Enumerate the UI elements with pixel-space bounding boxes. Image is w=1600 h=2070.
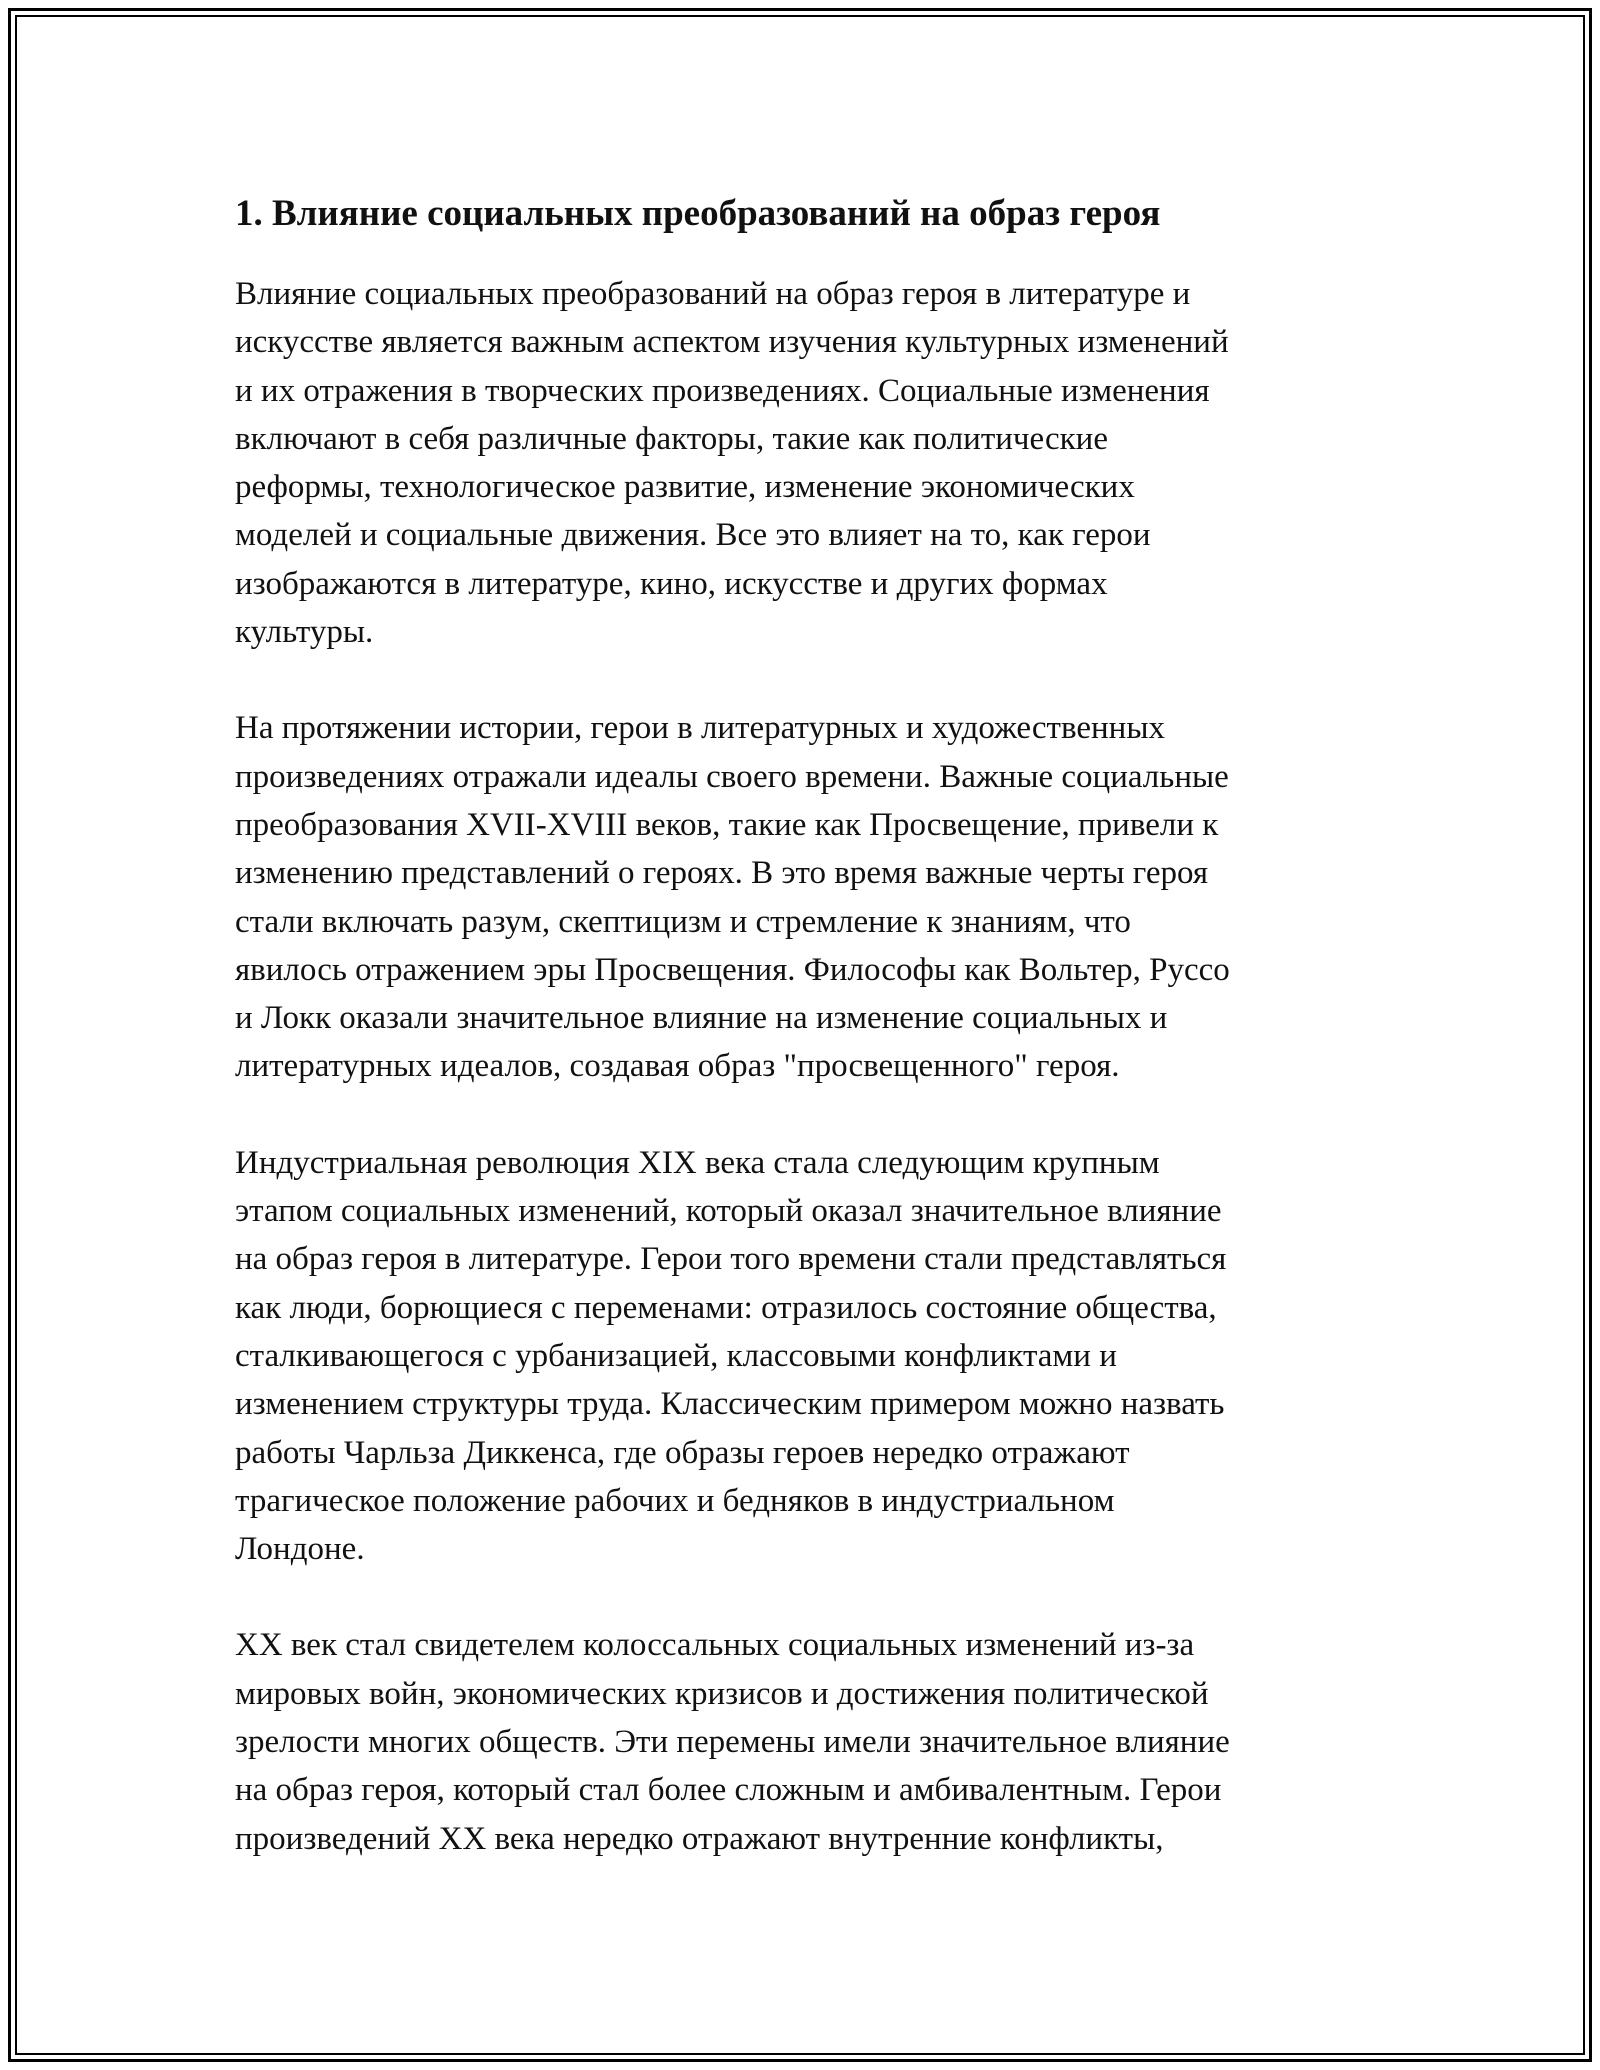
paragraph-2: На протяжении истории, герои в литературных и художественных произведениях отражали идеалы своего времени. Важные социальные преобразования XVII-XVIII веков, такие как Просвещение, привели к изменению представлений о героях. В это время важные черты героя стали включать разум, скептицизм и стремление к знаниям, что явилось отражением эры Просвещения. Философы как Вольтер, Руссо и Локк оказали значительное влияние на изменение социальных и литературных идеалов, создавая образ "просвещенного" героя.: [235, 710, 1230, 1085]
paragraph-4: XX век стал свидетелем колоссальных социальных изменений из-за мировых войн, экономических кризисов и достижения политической зрелости многих обществ. Эти перемены имели значительное влияние на образ героя, который стал более сложным и амбивалентным. Герои произведений XX века нередко отражают внутренние конфликты,: [235, 1627, 1230, 1857]
paragraph-1: Влияние социальных преобразований на образ героя в литературе и искусстве является важным аспектом изучения культурных изменений и их отражения в творческих произведениях. Социальные изменения включают в себя различные факторы, такие как политические реформы, технологическое развитие, изменение экономических моделей и социальные движения. Все это влияет на то, как герои изображаются в литературе, кино, искусстве и других формах культуры.: [235, 276, 1229, 651]
document-body: [235, 188, 1365, 1911]
section-heading: 1. Влияние социальных преобразований на образ героя: [235, 193, 1161, 234]
paragraph-3: Индустриальная революция XIX века стала следующим крупным этапом социальных изменений, который оказал значительное влияние на образ героя в литературе. Герои того времени стали представляться как люди, борющиеся с переменами: отразилось состояние общества, сталкивающегося с урбанизацией, классовыми конфликтами и изменением структуры труда. Классическим примером можно назвать работы Чарльза Диккенса, где образы героев нередко отражают трагическое положение рабочих и бедняков в индустриальном Лондоне.: [235, 1144, 1227, 1568]
